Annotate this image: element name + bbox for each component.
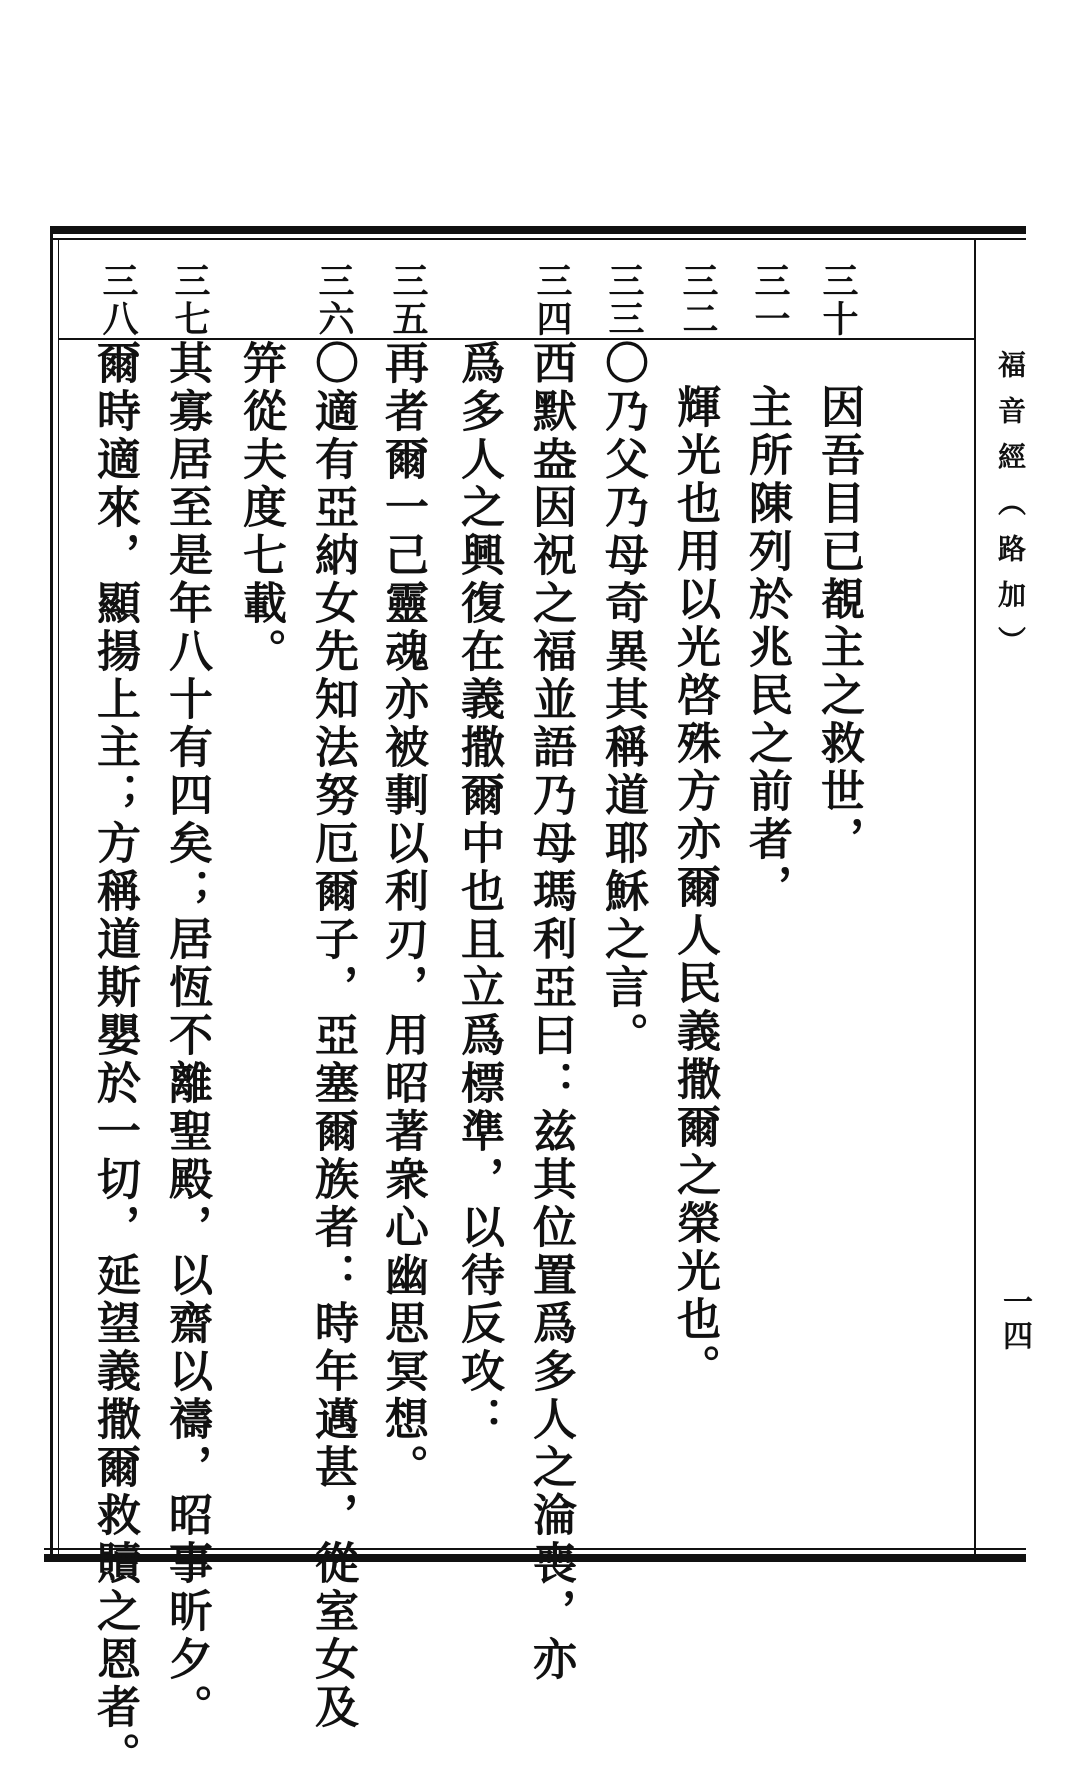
verse-number-38: 三八 bbox=[97, 262, 139, 338]
page-number: 一四 bbox=[997, 1286, 1032, 1354]
verse-33-text: 〇乃父乃母奇異其稱道耶穌之言。 bbox=[597, 340, 648, 1060]
verse-number-33: 三三 bbox=[603, 262, 645, 338]
verse-number-35: 三五 bbox=[387, 262, 429, 338]
verse-number-34: 三四 bbox=[531, 262, 573, 338]
verse-34-text-line-2: 爲多人之興復在義撒爾中也且立爲標準，以待反攻： bbox=[453, 340, 504, 1444]
verse-36-text-line-1: 〇適有亞納女先知法努厄爾子，亞塞爾族者：時年邁甚，從室女及 bbox=[307, 340, 358, 1732]
frame-top-thick-rule bbox=[50, 226, 1026, 234]
verse-38-text: 爾時適來，顯揚上主；方稱道斯嬰於一切，延望義撒爾救贖之恩者。 bbox=[89, 340, 140, 1780]
frame-right-rule bbox=[974, 238, 976, 1554]
frame-top-thin-rule bbox=[50, 238, 1026, 240]
verse-36-text-line-2: 笄從夫度七載。 bbox=[235, 340, 286, 676]
frame-left-thick-rule bbox=[50, 226, 53, 1556]
verse-35-text: 再者爾一己靈魂亦被剚以利刃，用昭著衆心幽思冥想。 bbox=[377, 340, 428, 1492]
verse-34-text-line-1: 西默盎因祝之福並語乃母瑪利亞曰：兹其位置爲多人之淪喪，亦 bbox=[525, 340, 576, 1684]
verse-number-30: 三十 bbox=[817, 262, 859, 338]
verse-32-text: 輝光也用以光啓殊方亦爾人民義撒爾之榮光也。 bbox=[669, 384, 720, 1392]
frame-left-thin-rule bbox=[58, 238, 59, 1554]
verse-number-31: 三一 bbox=[749, 262, 791, 338]
verse-31-text: 主所陳列於兆民之前者， bbox=[741, 384, 792, 912]
verse-number-36: 三六 bbox=[313, 262, 355, 338]
running-head: 福音經（路加） bbox=[994, 350, 1027, 672]
verse-30-text: 因吾目已覩主之救世， bbox=[813, 384, 864, 864]
verse-37-text: 其寡居至是年八十有四矣；居恆不離聖殿，以齋以禱，昭事昕夕。 bbox=[161, 340, 212, 1732]
verse-number-32: 三二 bbox=[677, 262, 719, 338]
verse-number-37: 三七 bbox=[169, 262, 211, 338]
